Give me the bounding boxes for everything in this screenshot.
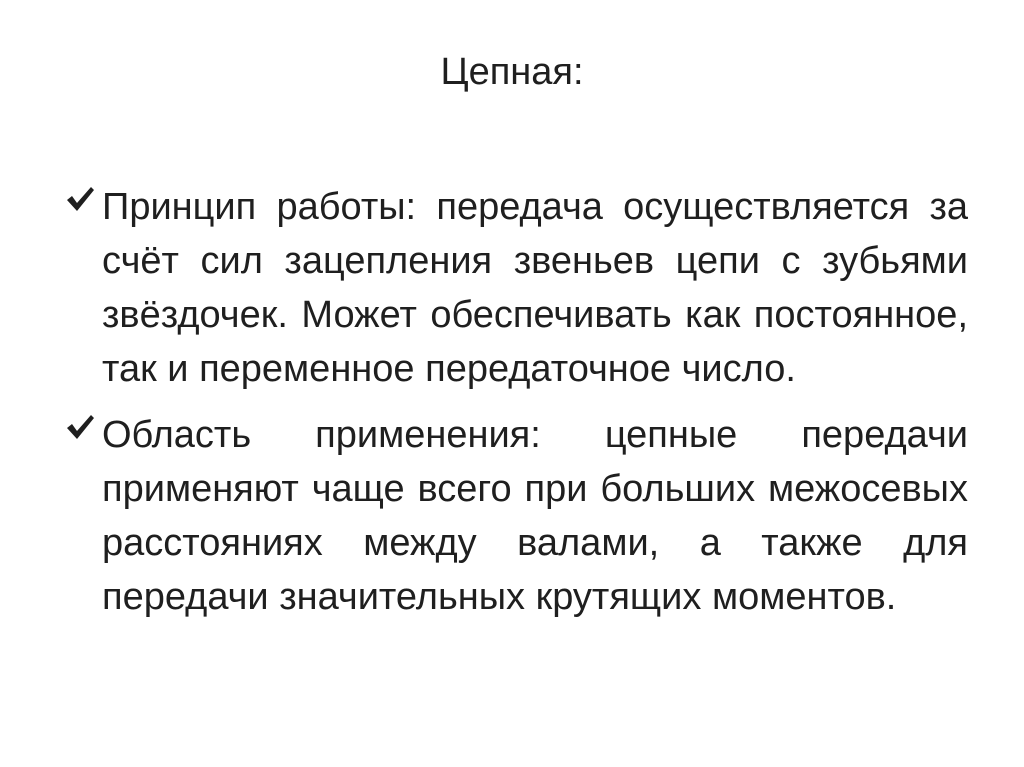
slide-title: Цепная: <box>440 51 584 93</box>
bullet-item <box>60 180 968 396</box>
bullet-item <box>60 408 968 624</box>
bullet-list <box>60 180 968 636</box>
bullet-text: Принцип работы: передача осуществляется за счёт сил зацепления звеньев цепи с зубьями звёздочек. Может обеспечивать как постоянное, так и переменное передаточное число. <box>102 186 968 390</box>
checkmark-icon <box>64 412 96 442</box>
checkmark-icon <box>64 184 96 214</box>
bullet-text: Область применения: цепные передачи применяют чаще всего при больших межосевых расстояниях между валами, а также для передачи значительных крутящих моментов. <box>102 414 968 618</box>
